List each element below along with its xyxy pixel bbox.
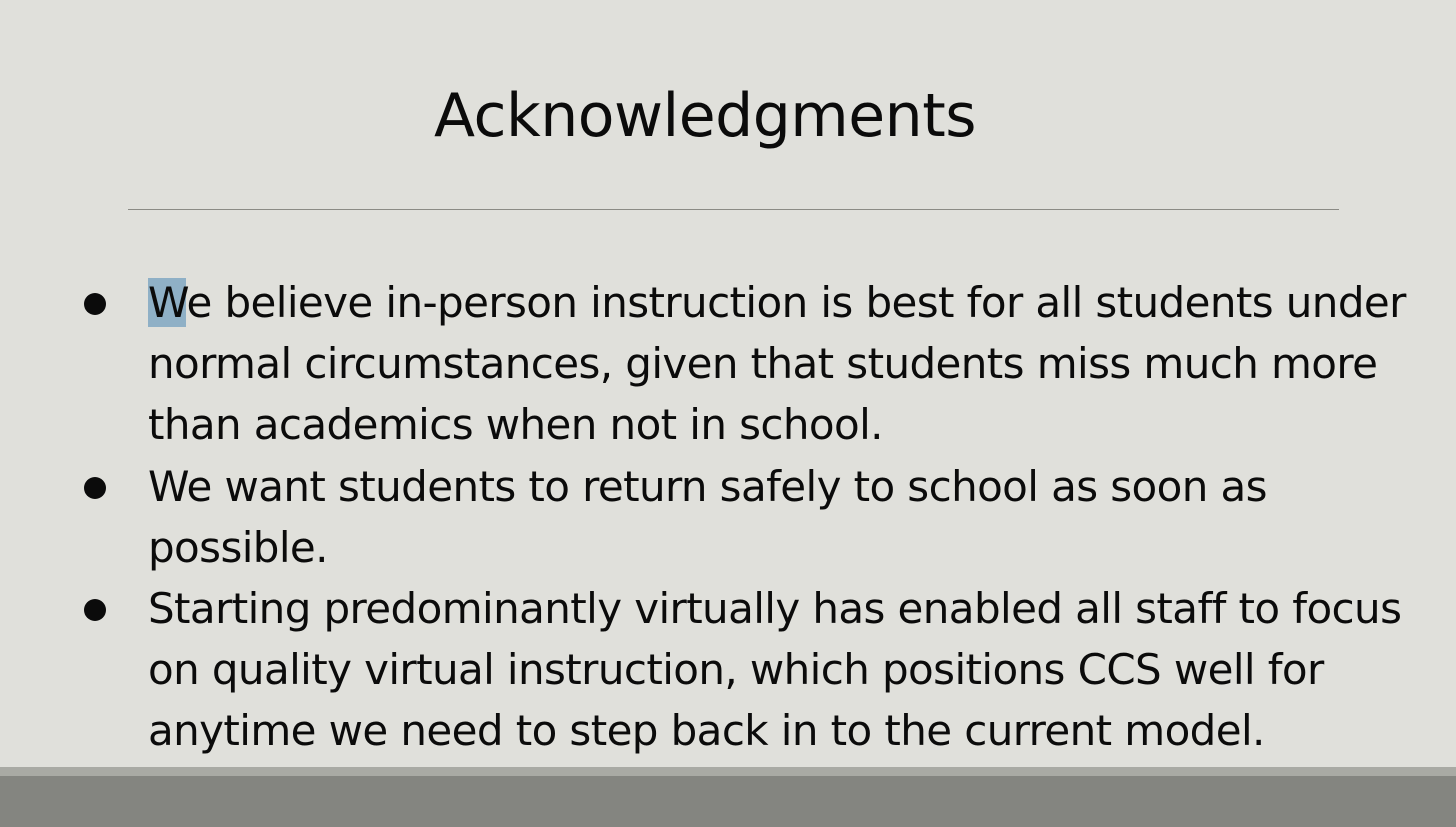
slide-title: Acknowledgments — [434, 81, 976, 151]
footer-accent-strip — [0, 767, 1456, 776]
footer-bar — [0, 776, 1456, 827]
bullet-item-3[interactable] — [0, 578, 1408, 762]
bullet-icon — [84, 293, 106, 315]
bullet-icon — [84, 599, 106, 621]
text-selection-highlight[interactable]: W — [148, 278, 187, 327]
bullet-list — [0, 272, 1408, 762]
title-divider — [128, 209, 1339, 210]
bullet-text[interactable]: We want students to return safely to school as soon as possible. — [148, 461, 1267, 572]
bullet-item-1[interactable] — [0, 272, 1408, 456]
bullet-icon — [84, 477, 106, 499]
bullet-text[interactable]: e believe in-person instruction is best for all students under normal circumstances, given that students miss much more than academics when not in school. — [148, 278, 1406, 450]
bullet-text[interactable]: Starting predominantly virtually has enabled all staff to focus on quality virtual instruction, which positions CCS well for anytime we need to step back in to the current model. — [148, 584, 1402, 756]
bullet-item-2[interactable] — [0, 456, 1408, 578]
